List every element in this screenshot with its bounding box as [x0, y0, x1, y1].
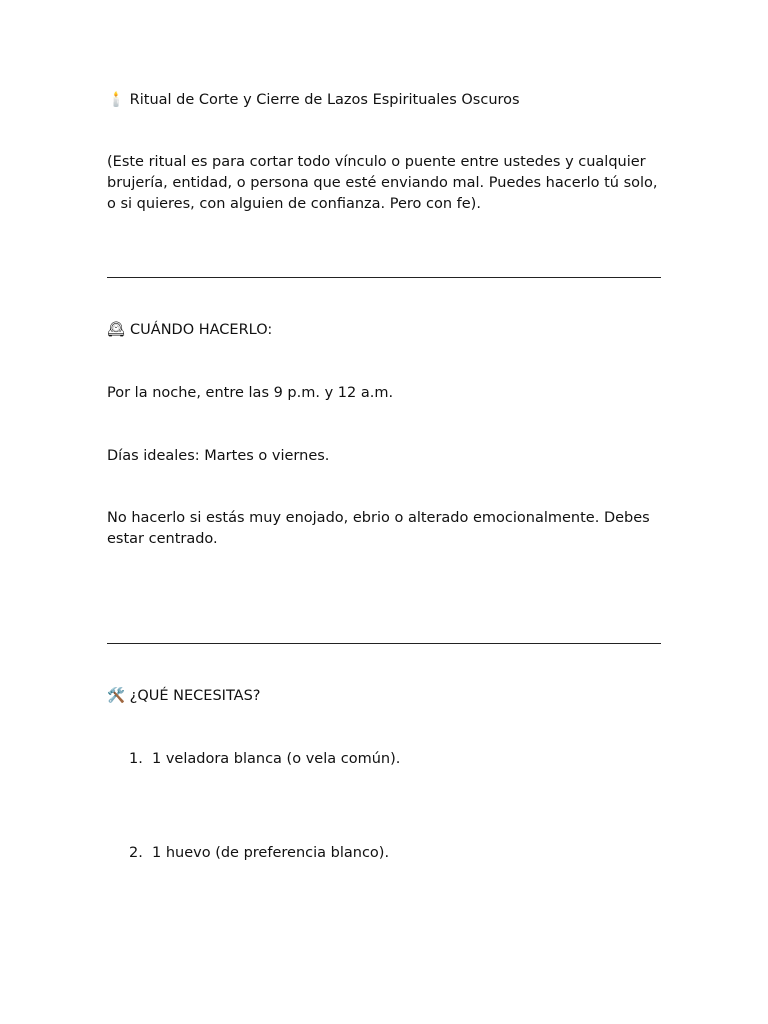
list-item-number: 2.: [129, 845, 143, 861]
tools-icon: 🛠️: [107, 688, 126, 704]
when-warning-text: No hacerlo si estás muy enojado, ebrio o alterado emocionalmente. Debes estar centrado.: [107, 510, 650, 547]
candle-icon: 🕯️: [107, 92, 126, 108]
list-item: [129, 843, 389, 864]
divider: [107, 277, 661, 278]
section-needs-heading: [107, 686, 663, 707]
list-item-text: 1 veladora blanca (o vela común).: [152, 751, 401, 767]
list-item: [129, 749, 400, 770]
clock-icon: 🕰: [107, 322, 126, 338]
divider: [107, 643, 661, 644]
list-item-text: 1 huevo (de preferencia blanco).: [152, 845, 390, 861]
document-title: [107, 90, 663, 111]
section-when-heading-text: CUÁNDO HACERLO:: [130, 322, 273, 338]
when-days-text: Días ideales: Martes o viernes.: [107, 448, 330, 464]
intro-paragraph: (Este ritual es para cortar todo vínculo o puente entre ustedes y cualquier brujería, entidad, o persona que esté enviando mal. Puedes hacerlo tú solo, o si quieres, con alguien de confianza. Pero con fe).: [107, 154, 658, 212]
list-item-number: 1.: [129, 751, 143, 767]
title-text: Ritual de Corte y Cierre de Lazos Espirituales Oscuros: [129, 92, 520, 108]
section-needs-heading-text: ¿QUÉ NECESITAS?: [129, 688, 261, 704]
when-time-text: Por la noche, entre las 9 p.m. y 12 a.m.: [107, 385, 394, 401]
section-when-heading: [107, 320, 663, 341]
